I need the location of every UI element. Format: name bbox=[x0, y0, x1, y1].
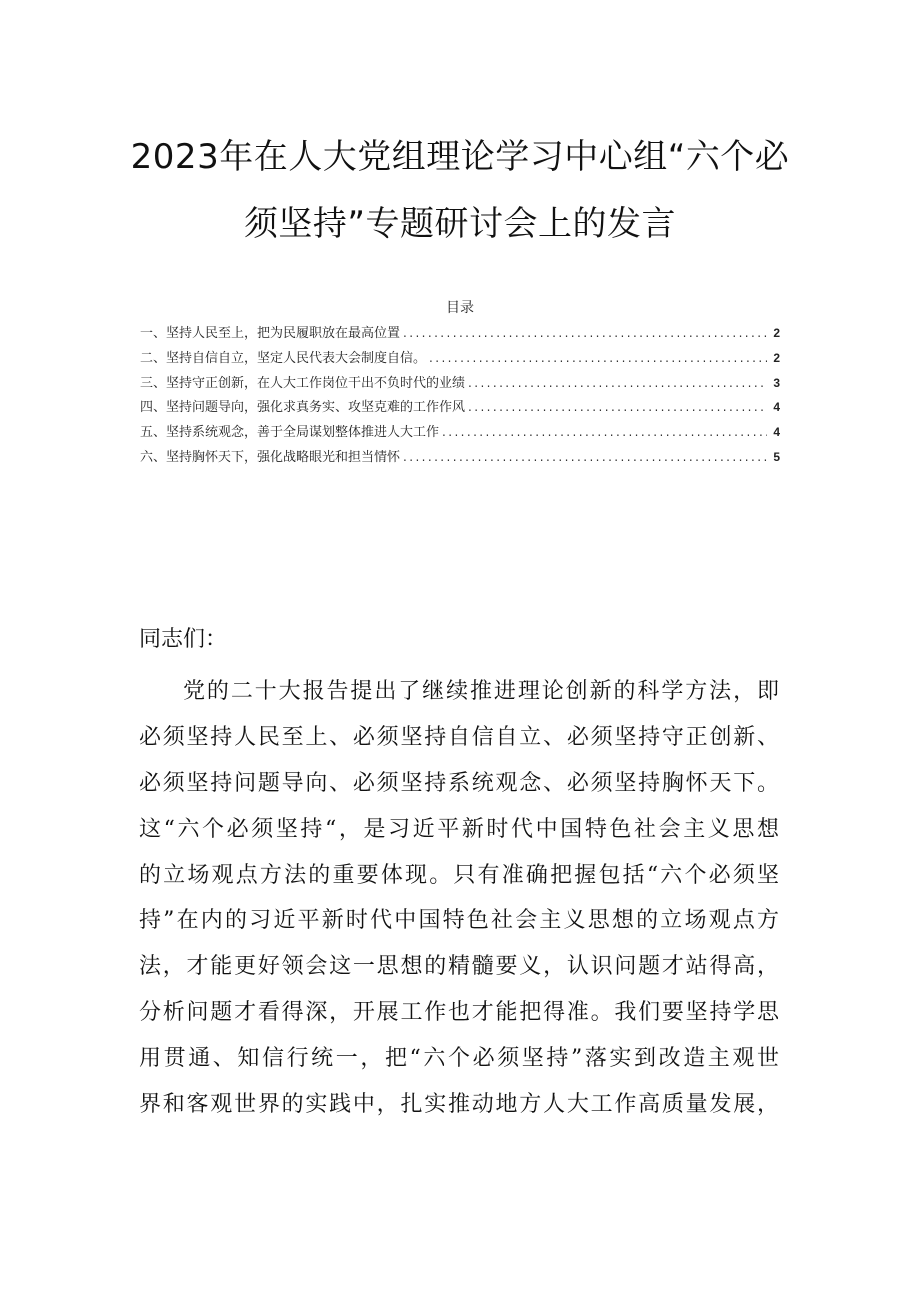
toc-leader-dots bbox=[442, 425, 767, 439]
toc-item-text: 一、坚持人民至上，把为民履职放在最高位置 bbox=[140, 326, 401, 341]
toc-page-number: 3 bbox=[773, 375, 780, 390]
toc-item[interactable] bbox=[140, 396, 780, 421]
toc-heading: 目录 bbox=[446, 300, 474, 316]
toc-leader-dots bbox=[429, 351, 767, 365]
body-line: 这“六个必须坚持“，是习近平新时代中国特色社会主义思想 bbox=[139, 816, 779, 842]
document-title-line-2: 须坚持”专题研讨会上的发言 bbox=[243, 204, 677, 244]
salutation: 同志们： bbox=[139, 627, 228, 652]
body-line: 必须坚持人民至上、必须坚持自信自立、必须坚持守正创新、 bbox=[139, 724, 779, 750]
toc-item[interactable] bbox=[140, 322, 780, 347]
toc-page-number: 4 bbox=[773, 400, 780, 415]
body-line: 持”在内的习近平新时代中国特色社会主义思想的立场观点方 bbox=[139, 908, 779, 934]
toc-page-number: 2 bbox=[773, 326, 780, 340]
table-of-contents bbox=[140, 322, 780, 471]
toc-item[interactable] bbox=[140, 347, 780, 372]
toc-item[interactable] bbox=[140, 421, 780, 446]
toc-item-text: 四、坚持问题导向，强化求真务实、攻坚克难的工作作风 bbox=[140, 400, 466, 416]
document-title-line-1: 2023年在人大党组理论学习中心组“六个必 bbox=[130, 137, 790, 177]
toc-item-text: 六、坚持胸怀天下，强化战略眼光和担当情怀 bbox=[140, 449, 401, 465]
toc-item-text: 二、坚持自信自立，坚定人民代表大会制度自信。 bbox=[140, 350, 427, 366]
toc-leader-dots bbox=[468, 376, 767, 390]
body-line: 界和客观世界的实践中，扎实推动地方人大工作高质量发展， bbox=[139, 1092, 779, 1118]
toc-item-text: 三、坚持守正创新，在人大工作岗位干出不负时代的业绩 bbox=[140, 375, 466, 391]
toc-item-text: 五、坚持系统观念，善于全局谋划整体推进人大工作 bbox=[140, 425, 440, 441]
toc-page-number: 2 bbox=[773, 350, 780, 365]
toc-page-number: 5 bbox=[773, 449, 780, 464]
toc-item[interactable] bbox=[140, 446, 780, 471]
body-line: 的立场观点方法的重要体现。只有准确把握包括“六个必须坚 bbox=[139, 862, 779, 888]
body-line: 法，才能更好领会这一思想的精髓要义，认识问题才站得高， bbox=[139, 954, 779, 980]
body-paragraph bbox=[139, 669, 779, 1128]
body-line: 分析问题才看得深，开展工作也才能把得准。我们要坚持学思 bbox=[139, 1000, 779, 1026]
toc-leader-dots bbox=[403, 326, 767, 340]
body-line: 用贯通、知信行统一，把“六个必须坚持”落实到改造主观世 bbox=[139, 1046, 779, 1072]
toc-leader-dots bbox=[468, 400, 767, 414]
toc-item[interactable] bbox=[140, 372, 780, 397]
toc-page-number: 4 bbox=[773, 425, 780, 440]
body-line: 必须坚持问题导向、必须坚持系统观念、必须坚持胸怀天下。 bbox=[139, 770, 779, 796]
toc-leader-dots bbox=[403, 450, 767, 464]
body-line: 党的二十大报告提出了继续推进理论创新的科学方法，即 bbox=[183, 679, 779, 704]
